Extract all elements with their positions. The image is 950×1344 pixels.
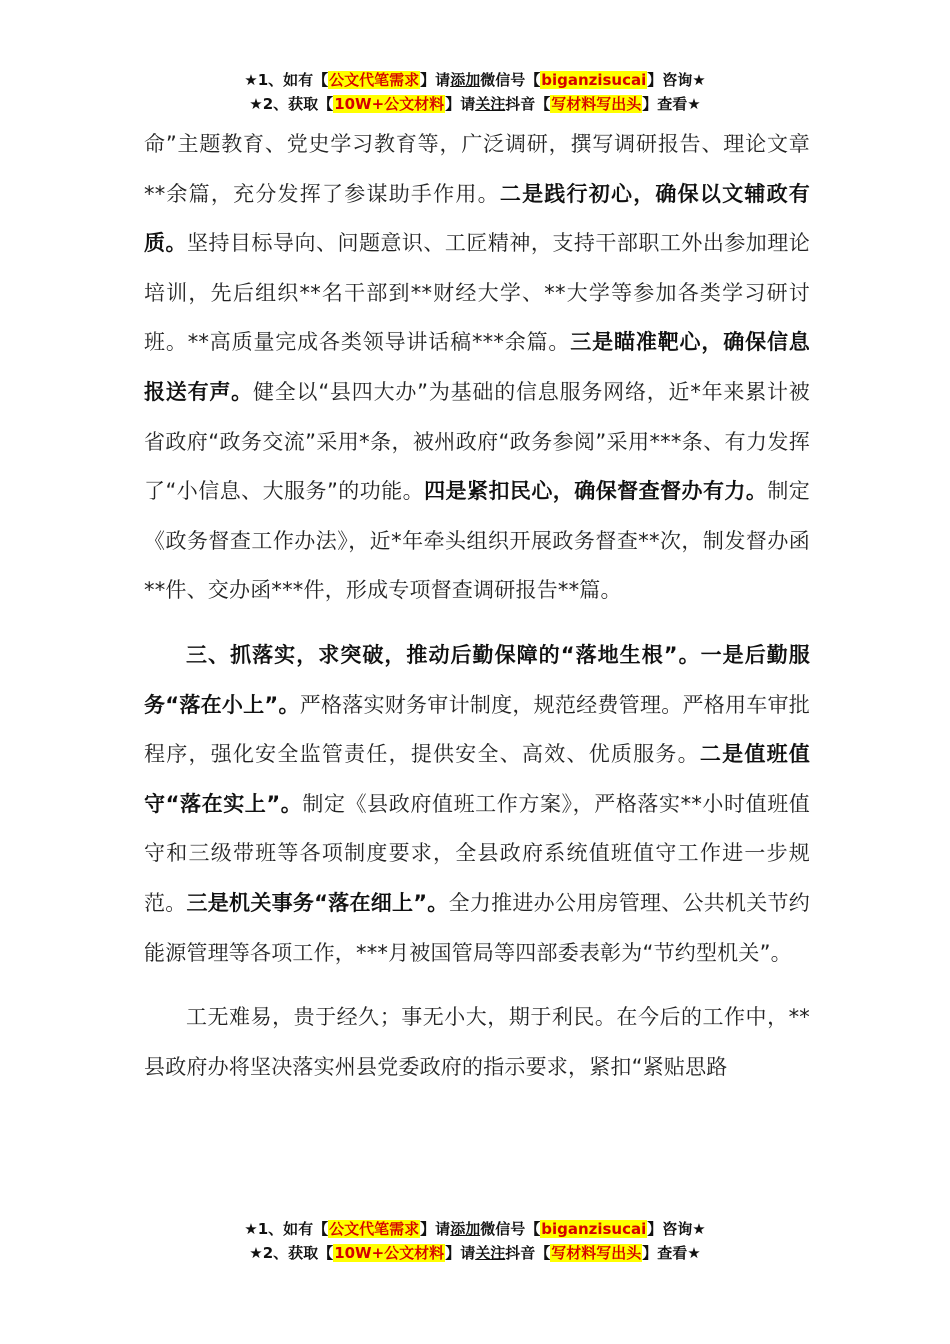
banner-text: 抖音【 <box>505 1244 551 1262</box>
bold-heading: 二是值班值守“落在实上”。 <box>144 742 810 816</box>
highlight-materials: 10W+公文材料 <box>334 1244 445 1262</box>
banner-text: 】请 <box>420 1220 451 1238</box>
highlight-wechat-id: biganzisucai <box>541 71 647 89</box>
highlight-wechat-id: biganzisucai <box>541 1220 647 1238</box>
highlight-douyin-account: 写材料写出头 <box>551 1244 642 1262</box>
paragraph-text: 健全以“县四大办”为基础的信息服务网络，近*年来累计被省政府“政务交流”采用*条，被州政府“政务参阅”采用***条、有力发挥了“小信息、大服务”的功能。 <box>144 379 810 504</box>
banner-underlined-text: 添加 <box>450 71 481 89</box>
paragraph-text: 制定《县政府值班工作方案》，严格落实**小时值班值守和三级带班等各项制度要求，全县政府系统值班值守工作进一步规范。 <box>144 791 811 915</box>
paragraph-1 <box>144 120 810 616</box>
banner-line-1 <box>0 1217 950 1241</box>
banner-text: ★1、如有【 <box>244 71 329 89</box>
footer-banner <box>0 1217 950 1265</box>
highlight-douyin-account: 写材料写出头 <box>551 95 642 113</box>
banner-text: 】咨询★ <box>647 71 706 89</box>
paragraph-text: 严格落实财务审计制度，规范经费管理。严格用车审批程序，强化安全监管责任，提供安全、高效、优质服务。 <box>144 692 810 767</box>
banner-text: ★1、如有【 <box>244 1220 329 1238</box>
paragraph-text: 工无难易，贵于经久；事无小大，期于利民。在今后的工作中，**县政府办将坚决落实州县党委政府的指示要求，紧扣“紧贴思路 <box>144 1005 810 1079</box>
document-body <box>144 120 810 1092</box>
bold-heading: 三是机关事务“落在细上”。 <box>186 890 449 915</box>
header-banner <box>0 68 950 116</box>
banner-text: 】请 <box>420 71 451 89</box>
bold-heading: 二是践行初心，确保以文辅政有质。 <box>144 181 810 256</box>
banner-text: 】请 <box>445 95 476 113</box>
banner-line-2 <box>0 1241 950 1265</box>
section-heading: 三、抓落实，求突破，推动后勤保障的“落地生根”。一是后勤服务“落在小上”。 <box>144 642 810 717</box>
highlight-writing-service: 公文代笔需求 <box>329 71 420 89</box>
banner-underlined-text: 关注 <box>475 1244 506 1262</box>
banner-underlined-text: 添加 <box>450 1220 481 1238</box>
banner-text: ★2、获取【 <box>249 1244 334 1262</box>
banner-text: 】请 <box>445 1244 476 1262</box>
banner-line-1 <box>0 68 950 92</box>
paragraph-text: 全力推进办公用房管理、公共机关节约能源管理等各项工作，***月被国管局等四部委表彰为“节约型机关”。 <box>144 890 811 965</box>
banner-text: 微信号【 <box>480 71 541 89</box>
paragraph-text: 命”主题教育、党史学习教育等，广泛调研，撰写调研报告、理论文章**余篇，充分发挥了参谋助手作用。 <box>144 132 810 206</box>
paragraph-text: 坚持目标导向、问题意识、工匠精神，支持干部职工外出参加理论培训，先后组织**名干部到**财经大学、**大学等参加各类学习研讨班。**高质量完成各类领导讲话稿***余篇。 <box>144 231 810 355</box>
banner-text: 抖音【 <box>505 95 551 113</box>
banner-text: ★2、获取【 <box>249 95 334 113</box>
paragraph-3 <box>144 993 810 1092</box>
bold-heading: 四是紧扣民心，确保督查督办有力。 <box>424 479 768 504</box>
paragraph-text: 制定《政务督查工作办法》，近*年牵头组织开展政务督查**次，制发督办函**件、交办函***件，形成专项督查调研报告**篇。 <box>144 479 810 603</box>
banner-line-2 <box>0 92 950 116</box>
banner-text: 】咨询★ <box>647 1220 706 1238</box>
banner-text: 】查看★ <box>642 95 701 113</box>
bold-heading: 三是瞄准靶心，确保信息报送有声。 <box>144 330 810 404</box>
highlight-writing-service: 公文代笔需求 <box>329 1220 420 1238</box>
banner-text: 微信号【 <box>480 1220 541 1238</box>
paragraph-2 <box>144 631 810 978</box>
banner-text: 】查看★ <box>642 1244 701 1262</box>
highlight-materials: 10W+公文材料 <box>334 95 445 113</box>
banner-underlined-text: 关注 <box>475 95 506 113</box>
